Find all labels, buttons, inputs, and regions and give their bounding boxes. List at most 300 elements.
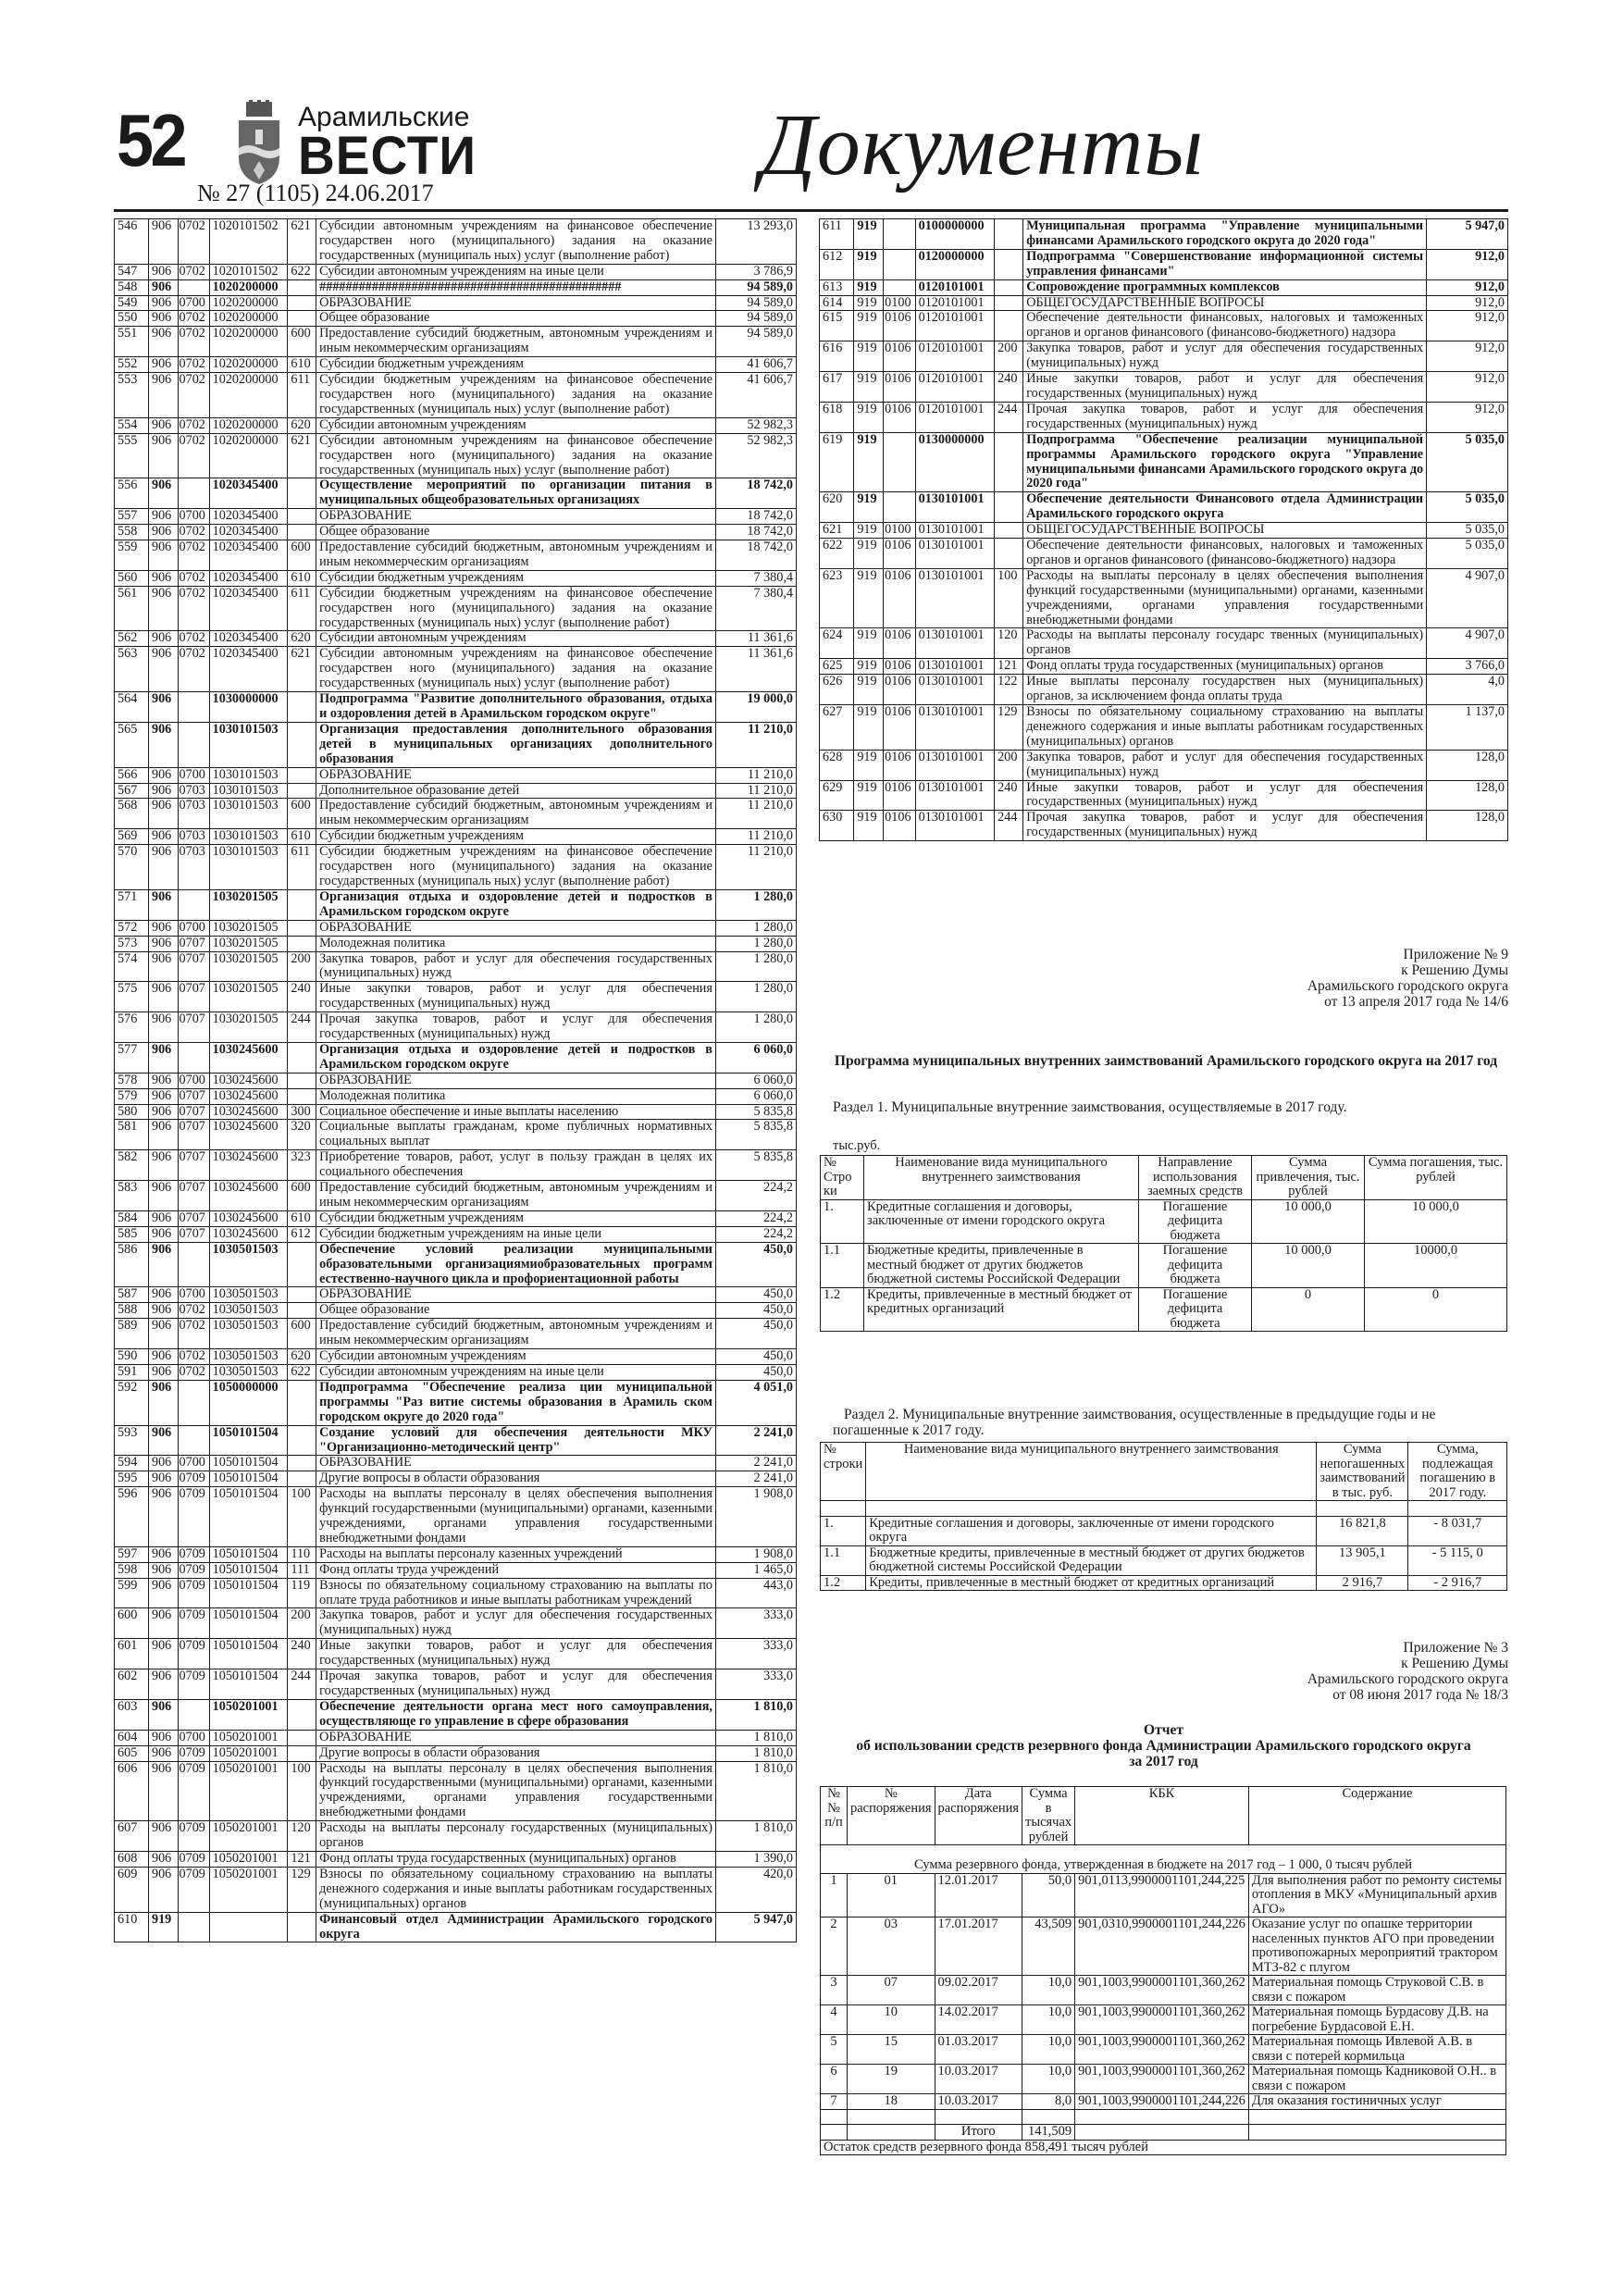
expense-type-code: [288, 525, 316, 540]
admin-code: 906: [148, 1699, 178, 1730]
table-cell: 10000,0: [1365, 1244, 1507, 1288]
section-code: 0709: [178, 1669, 209, 1700]
expense-type-code: 100: [995, 568, 1023, 628]
target-code: 1020345400: [209, 586, 288, 631]
section-code: 0709: [178, 1562, 209, 1578]
section-code: [178, 478, 209, 509]
expense-type-code: 610: [288, 1210, 316, 1226]
admin-code: 906: [148, 1088, 178, 1104]
amount: 4,0: [1427, 675, 1508, 705]
row-number: 608: [115, 1851, 149, 1867]
table-cell: 09.02.2017: [935, 1976, 1022, 2005]
expense-type-code: 244: [288, 1669, 316, 1700]
admin-code: 906: [148, 509, 178, 525]
table-row: [115, 1425, 797, 1456]
table-cell: 07: [848, 1976, 935, 2005]
table-cell: - 5 115, 0: [1408, 1545, 1507, 1575]
table-row: [115, 982, 797, 1012]
description: Другие вопросы в области образования: [316, 1471, 716, 1487]
col-header: №№ п/п: [821, 1787, 848, 1845]
expense-type-code: 200: [288, 951, 316, 982]
description: Фонд оплаты труда государственных (муниципальных) органов: [1023, 659, 1427, 675]
row-number: 574: [115, 951, 149, 982]
col-header: КБК: [1075, 1787, 1249, 1845]
admin-code: 906: [148, 373, 178, 418]
table-row: [821, 1545, 1507, 1575]
section-code: 0702: [178, 570, 209, 586]
admin-code: 906: [148, 951, 178, 982]
table-row: [115, 1546, 797, 1562]
amount: 11 210,0: [715, 722, 796, 767]
expense-type-code: [288, 1745, 316, 1761]
table-cell: 2: [821, 1917, 848, 1976]
admin-code: 919: [854, 402, 884, 432]
target-code: 1020345400: [209, 647, 288, 692]
table-cell: Материальная помощь Ивлевой А.В. в связи с потерей кормильца: [1248, 2035, 1505, 2065]
expense-type-code: [288, 1471, 316, 1487]
admin-code: 906: [148, 1608, 178, 1639]
admin-code: 906: [148, 1242, 178, 1287]
description: ОБРАЗОВАНИЕ: [316, 295, 716, 311]
table-cell: [866, 1501, 1317, 1517]
expense-type-code: [995, 539, 1023, 569]
row-number: 612: [820, 249, 854, 279]
table-row: [115, 1471, 797, 1487]
amount: 11 210,0: [715, 767, 796, 783]
table-cell: 901,1003,9900001101,360,262: [1075, 2035, 1249, 2065]
admin-code: 906: [148, 783, 178, 799]
table-row: [821, 1873, 1506, 1917]
target-code: 1030201505: [209, 982, 288, 1012]
table-row: [115, 264, 797, 279]
table-cell: Кредиты, привлеченные в местный бюджет от кредитных организаций: [864, 1287, 1139, 1332]
expense-type-code: 200: [288, 1608, 316, 1639]
amount: 1 137,0: [1427, 705, 1508, 751]
row-number: 607: [115, 1821, 149, 1852]
admin-code: 906: [148, 1380, 178, 1425]
amount: 52 982,3: [715, 433, 796, 478]
table-row: [115, 1120, 797, 1150]
admin-code: 906: [148, 647, 178, 692]
description: Социальные выплаты гражданам, кроме публичных нормативных социальных выплат: [316, 1120, 716, 1150]
table-row: [821, 1287, 1507, 1332]
amount: 5 835,8: [715, 1150, 796, 1181]
description: Молодежная политика: [316, 936, 716, 951]
admin-code: 906: [148, 570, 178, 586]
expense-type-code: 200: [995, 341, 1023, 372]
description: Молодежная политика: [316, 1088, 716, 1104]
description: Иные закупки товаров, работ и услуг для обеспечения государственных (муниципальных) нужд: [1023, 780, 1427, 811]
amount: 2 241,0: [715, 1471, 796, 1487]
amount: 128,0: [1427, 750, 1508, 780]
section-code: 0707: [178, 1104, 209, 1120]
borrowing-table-1: [820, 1155, 1507, 1332]
target-code: 1030501503: [209, 1287, 288, 1303]
description: Субсидии автономным учреждениям: [316, 417, 716, 433]
section-code: 0702: [178, 631, 209, 647]
amount: 4 051,0: [715, 1380, 796, 1425]
admin-code: 906: [148, 357, 178, 373]
row-number: 621: [820, 523, 854, 539]
admin-code: 919: [854, 492, 884, 523]
table-cell: 0: [1365, 1287, 1507, 1332]
admin-code: 906: [148, 1012, 178, 1043]
target-code: 1030201505: [209, 951, 288, 982]
table-row: [115, 1104, 797, 1120]
admin-code: 906: [148, 311, 178, 327]
table-row: [115, 951, 797, 982]
amount: 11 361,6: [715, 647, 796, 692]
appendix-line: Приложение № 9: [1403, 947, 1508, 962]
admin-code: 919: [854, 539, 884, 569]
target-code: 1030245600: [209, 1120, 288, 1150]
admin-code: 906: [148, 1120, 178, 1150]
reserve-fund-table: [820, 1786, 1506, 2155]
table-row: [115, 586, 797, 631]
table-cell: [1408, 1501, 1507, 1517]
table-row: [115, 1730, 797, 1745]
row-number: 555: [115, 433, 149, 478]
target-code: 0130101001: [915, 539, 995, 569]
admin-code: 906: [148, 936, 178, 951]
row-number: 597: [115, 1546, 149, 1562]
section-code: 0106: [884, 341, 915, 372]
expense-type-code: 610: [288, 829, 316, 845]
target-code: 1030245600: [209, 1042, 288, 1073]
table-cell: 10,0: [1022, 2065, 1075, 2094]
expense-type-code: 122: [995, 675, 1023, 705]
expense-type-code: [995, 432, 1023, 492]
table-row: [115, 1699, 797, 1730]
description: Предоставление субсидий бюджетным, автономным учреждениям и иным некоммерческим организациям: [316, 1181, 716, 1211]
amount: 450,0: [715, 1242, 796, 1287]
row-number: 562: [115, 631, 149, 647]
table-cell: Погашение дефицита бюджета: [1139, 1244, 1252, 1288]
section-code: 0106: [884, 780, 915, 811]
amount: 94 589,0: [715, 327, 796, 357]
target-code: 1050101504: [209, 1487, 288, 1547]
issue-number-date: № 27 (1105) 24.06.2017: [197, 180, 434, 206]
admin-code: 919: [854, 750, 884, 780]
table-cell: Для выполнения работ по ремонту системы отопления в МКУ «Муниципальный архив АГО»: [1248, 1873, 1505, 1917]
expense-type-code: 244: [995, 811, 1023, 841]
target-code: 1030101503: [209, 783, 288, 799]
description: Расходы на выплаты персоналу в целях обеспечения выполнения функций государственными (муниципальными) органами, казенными учреждениями, органами управления государственными внебюджетными фондами: [316, 1761, 716, 1821]
admin-code: 919: [854, 432, 884, 492]
table-row: [115, 540, 797, 571]
table-cell: Кредитные соглашения и договоры, заключенные от имени городского округа: [866, 1516, 1317, 1545]
table-cell: 1.2: [821, 1287, 864, 1332]
row-number: 576: [115, 1012, 149, 1043]
description: Прочая закупка товаров, работ и услуг для обеспечения государственных (муниципальных) нужд: [316, 1012, 716, 1043]
section-code: 0700: [178, 1287, 209, 1303]
target-code: 1030245600: [209, 1181, 288, 1211]
description: Субсидии бюджетным учреждениям: [316, 829, 716, 845]
col-header: Сумма непогашенных заимствований в тыс. руб.: [1317, 1443, 1408, 1501]
section-code: 0702: [178, 586, 209, 631]
section-code: [884, 492, 915, 523]
admin-code: 906: [148, 1546, 178, 1562]
appendix-line: Приложение № 3: [1403, 1640, 1508, 1656]
table-row: [820, 811, 1508, 841]
section-code: 0106: [884, 568, 915, 628]
description: ОБЩЕГОСУДАРСТВЕННЫЕ ВОПРОСЫ: [1023, 295, 1427, 311]
table-row: [821, 1976, 1506, 2005]
amount: 912,0: [1427, 402, 1508, 432]
description: Организация отдыха и оздоровление детей и подростков в Арамильском городском округе: [316, 889, 716, 920]
table-cell: Кредиты, привлеченные в местный бюджет от кредитных организаций: [866, 1575, 1317, 1591]
section-code: 0709: [178, 1745, 209, 1761]
row-number: 629: [820, 780, 854, 811]
description: Дополнительное образование детей: [316, 783, 716, 799]
section-code: 0709: [178, 1821, 209, 1852]
table-row: [115, 1042, 797, 1073]
table-row: [820, 311, 1508, 341]
section-code: 0702: [178, 327, 209, 357]
admin-code: 906: [148, 1150, 178, 1181]
section-code: 0700: [178, 1073, 209, 1088]
table-row: [115, 1226, 797, 1242]
section-code: 0106: [884, 750, 915, 780]
section-code: 0707: [178, 1012, 209, 1043]
expense-type-code: 611: [288, 586, 316, 631]
table-cell: 1.2: [821, 1575, 866, 1591]
description: Закупка товаров, работ и услуг для обеспечения государственных (муниципальных) нужд: [316, 1608, 716, 1639]
table-row: [820, 341, 1508, 372]
table-row: [115, 1562, 797, 1578]
amount: 13 293,0: [715, 219, 796, 265]
expense-type-code: 240: [288, 1639, 316, 1669]
table-row: [115, 1242, 797, 1287]
admin-code: 919: [854, 279, 884, 295]
section-code: [178, 1699, 209, 1730]
row-number: 599: [115, 1578, 149, 1608]
expense-type-code: 620: [288, 631, 316, 647]
row-number: 624: [820, 628, 854, 659]
target-code: 1050000000: [209, 1380, 288, 1425]
expense-type-code: 120: [995, 628, 1023, 659]
table-cell: 5: [821, 2035, 848, 2065]
expense-type-code: 300: [288, 1104, 316, 1120]
row-number: 601: [115, 1639, 149, 1669]
admin-code: 906: [148, 1287, 178, 1303]
target-code: 1020345400: [209, 509, 288, 525]
section-code: 0707: [178, 1120, 209, 1150]
target-code: 1030245600: [209, 1210, 288, 1226]
target-code: 0130101001: [915, 523, 995, 539]
row-number: 609: [115, 1867, 149, 1912]
description: Субсидии бюджетным учреждениям: [316, 1210, 716, 1226]
section-code: 0703: [178, 845, 209, 890]
description: Взносы по обязательному социальному страхованию на выплаты денежного содержания и иные выплаты работникам государственных (муниципальных) органов: [316, 1867, 716, 1912]
amount: 3 766,0: [1427, 659, 1508, 675]
description: Субсидии бюджетным учреждениям на финансовое обеспечение государствен ного (муниципального) задания на оказание государственных (муниципаль ных) услуг (выполнение работ): [316, 373, 716, 418]
target-code: 0100000000: [915, 219, 995, 250]
section-code: 0700: [178, 295, 209, 311]
expense-type-code: 612: [288, 1226, 316, 1242]
section-code: 0709: [178, 1867, 209, 1912]
target-code: 1020200000: [209, 311, 288, 327]
expense-type-code: 621: [288, 433, 316, 478]
target-code: 1020200000: [209, 327, 288, 357]
target-code: 0130000000: [915, 432, 995, 492]
amount: 1 465,0: [715, 1562, 796, 1578]
section-code: 0700: [178, 920, 209, 936]
expense-type-code: 129: [995, 705, 1023, 751]
admin-code: 906: [148, 1181, 178, 1211]
section-1-label: Раздел 1. Муниципальные внутренние заимствования, осуществляемые в 2017 году.: [833, 1099, 1347, 1115]
table-row: [115, 1578, 797, 1608]
table-row: [115, 1088, 797, 1104]
expense-type-code: 611: [288, 845, 316, 890]
newspaper-name-top: Арамильские: [298, 102, 470, 132]
table-row: [115, 433, 797, 478]
expense-type-code: [288, 920, 316, 936]
row-number: 546: [115, 219, 149, 265]
expense-type-code: [288, 1425, 316, 1456]
col-header: № распоряжения: [848, 1787, 935, 1845]
expense-type-code: [288, 1380, 316, 1425]
description: ##############################################: [316, 279, 716, 295]
page-number: 52: [117, 99, 184, 181]
section-code: [884, 432, 915, 492]
description: Подпрограмма "Обеспечение реализации муниципальной программы Арамильского городского округа "Управление муниципальными финансами Арамильского городского округа до 2020 года": [1023, 432, 1427, 492]
amount: 2 241,0: [715, 1456, 796, 1471]
expense-type-code: 600: [288, 799, 316, 829]
amount: 11 210,0: [715, 845, 796, 890]
row-number: 571: [115, 889, 149, 920]
table-row: [115, 1012, 797, 1043]
table-cell: 10 000,0: [1252, 1244, 1365, 1288]
admin-code: 906: [148, 1867, 178, 1912]
target-code: 1020101502: [209, 219, 288, 265]
admin-code: 906: [148, 920, 178, 936]
table-cell: Погашение дефицита бюджета: [1139, 1287, 1252, 1332]
admin-code: 919: [854, 705, 884, 751]
target-code: 1020345400: [209, 570, 288, 586]
amount: 5 035,0: [1427, 432, 1508, 492]
expense-type-code: [995, 219, 1023, 250]
unit-label: тыс.руб.: [833, 1138, 881, 1153]
description: ОБРАЗОВАНИЕ: [316, 920, 716, 936]
amount: 52 982,3: [715, 417, 796, 433]
target-code: 1050101504: [209, 1578, 288, 1608]
col-header: Направление использования заемных средств: [1139, 1156, 1252, 1200]
amount: 5 835,8: [715, 1104, 796, 1120]
expense-type-code: [288, 1730, 316, 1745]
section-2-label: Раздел 2. Муниципальные внутренние заимствования, осуществленные в предыдущие годы и не погашенные к 2017 году.: [833, 1407, 1436, 1438]
table-row: [820, 675, 1508, 705]
table-row: [821, 2094, 1506, 2110]
fund-note-row: [821, 1845, 1506, 1874]
amount: 1 810,0: [715, 1699, 796, 1730]
section-code: 0702: [178, 1319, 209, 1349]
expense-type-code: [288, 509, 316, 525]
table-cell: 901,1003,9900001101,360,262: [1075, 2005, 1249, 2035]
expense-type-code: [288, 692, 316, 723]
admin-code: 906: [148, 1425, 178, 1456]
expense-type-code: 110: [288, 1546, 316, 1562]
row-number: 579: [115, 1088, 149, 1104]
admin-code: 906: [148, 327, 178, 357]
table-row: [115, 1210, 797, 1226]
admin-code: 906: [148, 1578, 178, 1608]
section-code: 0707: [178, 936, 209, 951]
table-row: [115, 279, 797, 295]
table-cell: 10: [848, 2005, 935, 2035]
expense-type-code: 610: [288, 570, 316, 586]
section-code: 0702: [178, 525, 209, 540]
table-cell: 3: [821, 1976, 848, 2005]
table-row: [115, 525, 797, 540]
description: Приобретение товаров, работ, услуг в пользу граждан в целях их социального обеспечения: [316, 1150, 716, 1181]
amount: 224,2: [715, 1210, 796, 1226]
amount: 450,0: [715, 1364, 796, 1380]
row-number: 618: [820, 402, 854, 432]
description: Субсидии бюджетным учреждениям на иные цели: [316, 1226, 716, 1242]
description: Иные закупки товаров, работ и услуг для обеспечения государственных (муниципальных) нужд: [316, 982, 716, 1012]
amount: 1 810,0: [715, 1821, 796, 1852]
section-code: 0709: [178, 1546, 209, 1562]
table-row: [820, 659, 1508, 675]
target-code: 1030245600: [209, 1088, 288, 1104]
description: Обеспечение деятельности финансовых, налоговых и таможенных органов и органов финансового (финансово-бюджетного) надзора: [1023, 539, 1427, 569]
borrowing-table-2: [820, 1442, 1507, 1591]
amount: 5 035,0: [1427, 492, 1508, 523]
table-row: [115, 1745, 797, 1761]
row-number: 575: [115, 982, 149, 1012]
table-row: [820, 295, 1508, 311]
admin-code: 919: [854, 372, 884, 403]
table-cell: 14.02.2017: [935, 2005, 1022, 2035]
amount: 5 835,8: [715, 1120, 796, 1150]
description: Субсидии бюджетным учреждениям на финансовое обеспечение государствен ного (муниципального) задания на оказание государственных (муниципаль ных) услуг (выполнение работ): [316, 845, 716, 890]
admin-code: 906: [148, 1456, 178, 1471]
amount: 18 742,0: [715, 540, 796, 571]
table-cell: - 2 916,7: [1408, 1575, 1507, 1591]
row-number: 581: [115, 1120, 149, 1150]
row-number: 603: [115, 1699, 149, 1730]
table-row: [820, 750, 1508, 780]
row-number: 573: [115, 936, 149, 951]
section-code: 0707: [178, 951, 209, 982]
description: Субсидии автономным учреждениям: [316, 631, 716, 647]
admin-code: 919: [854, 659, 884, 675]
table-row: [115, 1608, 797, 1639]
row-number: 622: [820, 539, 854, 569]
row-number: 595: [115, 1471, 149, 1487]
target-code: 1050201001: [209, 1761, 288, 1821]
amount: 11 210,0: [715, 829, 796, 845]
section-code: 0709: [178, 1608, 209, 1639]
table-row: [115, 1821, 797, 1852]
row-number: 565: [115, 722, 149, 767]
admin-code: 906: [148, 1487, 178, 1547]
target-code: 1030101503: [209, 845, 288, 890]
section-code: [178, 1242, 209, 1287]
admin-code: 906: [148, 692, 178, 723]
row-number: 625: [820, 659, 854, 675]
target-code: 1050101504: [209, 1425, 288, 1456]
section-code: [178, 889, 209, 920]
target-code: 0130101001: [915, 568, 995, 628]
row-number: 567: [115, 783, 149, 799]
description: ОБРАЗОВАНИЕ: [316, 1730, 716, 1745]
target-code: 1030201505: [209, 889, 288, 920]
row-number: 596: [115, 1487, 149, 1547]
amount: 11 210,0: [715, 783, 796, 799]
table-cell: 1.1: [821, 1244, 864, 1288]
